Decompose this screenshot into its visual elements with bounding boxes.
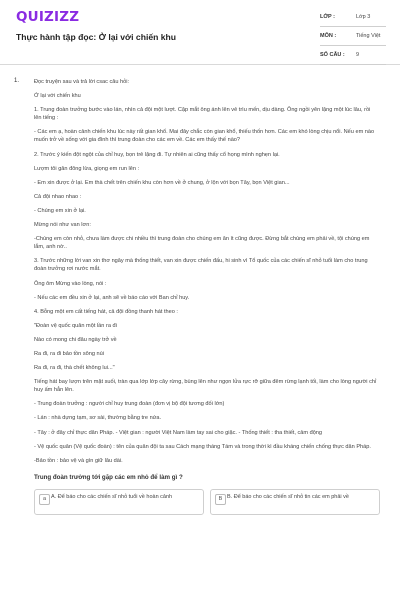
passage-paragraph: 4. Bỗng một em cất tiếng hát, cả đội đồng thanh hát theo : bbox=[34, 308, 178, 315]
meta-value-question-count: 9 bbox=[356, 52, 360, 58]
passage-paragraph: Ra đi, ra đi bảo tồn sông núi bbox=[34, 350, 104, 357]
passage-paragraph: Đọc truyện sau và trả lời csac câu hỏi: bbox=[34, 79, 130, 85]
meta-row-grade bbox=[320, 12, 386, 27]
question-number: 1. bbox=[14, 78, 20, 84]
meta-label-grade: LỚP : bbox=[320, 14, 335, 20]
passage-paragraph: Mừng nói như van lơn: bbox=[34, 222, 91, 229]
meta-row-question-count bbox=[320, 50, 386, 65]
passage-paragraph: Cả đội nhao nhao : bbox=[34, 193, 82, 200]
meta-value-subject: Tiếng Việt bbox=[356, 33, 381, 39]
passage-paragraph: Tiếng hát bay lượn trên mặt suối, tràn qua lớp lớp cây rừng, bùng lên như ngọn lửa rực rỡ giữa đêm rừng lạnh tối, làm cho lòng người chỉ huy ấm hẳn lên. bbox=[34, 379, 377, 394]
passage-paragraph: Ông ôm Mừng vào lòng, nói : bbox=[34, 280, 107, 287]
answer-text-a: A. Để báo cho các chiến sĩ nhỏ tuổi về hoàn cảnh bbox=[51, 493, 173, 500]
answer-option-b[interactable] bbox=[210, 489, 380, 515]
answer-option-a[interactable] bbox=[34, 489, 204, 515]
passage-paragraph: Lượm tôi gân đông lừa, giọng em run lên : bbox=[34, 165, 140, 172]
passage-paragraph: Ở lại với chiến khu bbox=[34, 93, 81, 100]
passage-paragraph: - Chúng em xin ở lại. bbox=[34, 207, 86, 214]
passage-paragraph: 1. Trung đoàn trưởng bước vào lán, nhìn cả đội một lượt. Cặp mắt ông ánh lên vẻ trìu mến, dịu dàng. Ông ngồi yên lặng một lúc lâu, rồi lên tiếng : bbox=[34, 107, 371, 122]
worksheet-title: Thực hành tập đọc: Ở lại với chiến khu bbox=[16, 32, 177, 42]
worksheet-header bbox=[0, 0, 400, 65]
worksheet-meta bbox=[320, 12, 386, 69]
meta-row-subject bbox=[320, 31, 386, 46]
answer-letter-b: B bbox=[215, 494, 226, 505]
passage-paragraph: - Tây : ở đây chỉ thực dân Pháp. - Việt gian : người Việt Nam làm tay sai cho giặc. - Thống thiết : tha thiết, cảm động bbox=[34, 429, 323, 436]
passage-paragraph: Nào có mong chi đâu ngày trở về bbox=[34, 336, 117, 343]
answer-letter-a: a bbox=[39, 494, 50, 505]
passage-paragraph: -Chúng em còn nhỏ, chưa làm được chi nhiều thì trung đoàn cho chúng em ăn ít cũng được. Đừng bắt chúng em phải về, tội chúng em lắm, anh nờ.. bbox=[34, 236, 370, 251]
passage-paragraph: -Bảo tồn : bảo vệ và gìn giữ lâu dài. bbox=[34, 457, 123, 464]
passage-paragraph: 2. Trước ý kiến đột ngột của chỉ huy, bọn trẻ lặng đi. Tự nhiên ai cũng thấy cổ họng mình nghẹn lại. bbox=[34, 151, 280, 158]
passage-paragraph: Ra đi, ra đi, thà chết không lui..." bbox=[34, 365, 115, 372]
passage-paragraph: - Lán : nhà dựng tạm, sơ sài, thường bằng tre nứa. bbox=[34, 415, 162, 422]
question-body bbox=[34, 78, 379, 519]
passage-paragraph: - Trung đoàn trưởng : người chỉ huy trung đoàn (đơn vị bộ đội tương đối lớn) bbox=[34, 401, 225, 408]
answer-options bbox=[34, 489, 379, 519]
meta-label-question-count: SỐ CÂU : bbox=[320, 52, 345, 58]
quizizz-logo: QUIZIZZ bbox=[16, 9, 80, 25]
passage-paragraph: - Vệ quốc quân (Vệ quốc đoàn) : tên của quân đội ta sau Cách mạng tháng Tám và trong thời kì đầu kháng chiến chống thực dân Pháp. bbox=[34, 443, 371, 450]
passage-paragraph: 3. Trước những lời van xin thơ ngây mà thống thiết, van xin được chiến đấu, hi sinh vì Tổ quốc của các chiến sĩ nhỏ tuổi làm cho trung đoàn trưởng rơi nước mắt. bbox=[34, 258, 368, 273]
passage-paragraph: "Đoàn vệ quốc quân một lần ra đi bbox=[34, 322, 117, 329]
passage-paragraph: - Các em ạ, hoàn cảnh chiến khu lúc này rất gian khổ. Mai đây chắc còn gian khổ, thiếu thốn hơn. Các em khó lòng chịu nổi. Nếu em nào muốn trở về sống với gia đình thì trung đoàn cho các em về. Các em thấy thế nào? bbox=[34, 129, 375, 144]
meta-value-grade: Lớp 3 bbox=[356, 14, 371, 20]
question-prompt: Trung đoàn trưởng tới gặp các em nhỏ để làm gì ? bbox=[34, 473, 183, 481]
answer-text-b: B. Để báo cho các chiến sĩ nhỏ tin các em phải về bbox=[227, 493, 349, 500]
reading-passage bbox=[34, 78, 379, 465]
meta-label-subject: MÔN : bbox=[320, 33, 337, 39]
passage-paragraph: - Nếu các em đều xin ở lại, anh sẽ về báo cáo với Ban chỉ huy. bbox=[34, 294, 190, 301]
passage-paragraph: - Em xin được ở lại. Em thà chết trên chiến khu còn hơn về ở chung, ở lộn với bọn Tây, bọn Việt gian... bbox=[34, 179, 290, 186]
